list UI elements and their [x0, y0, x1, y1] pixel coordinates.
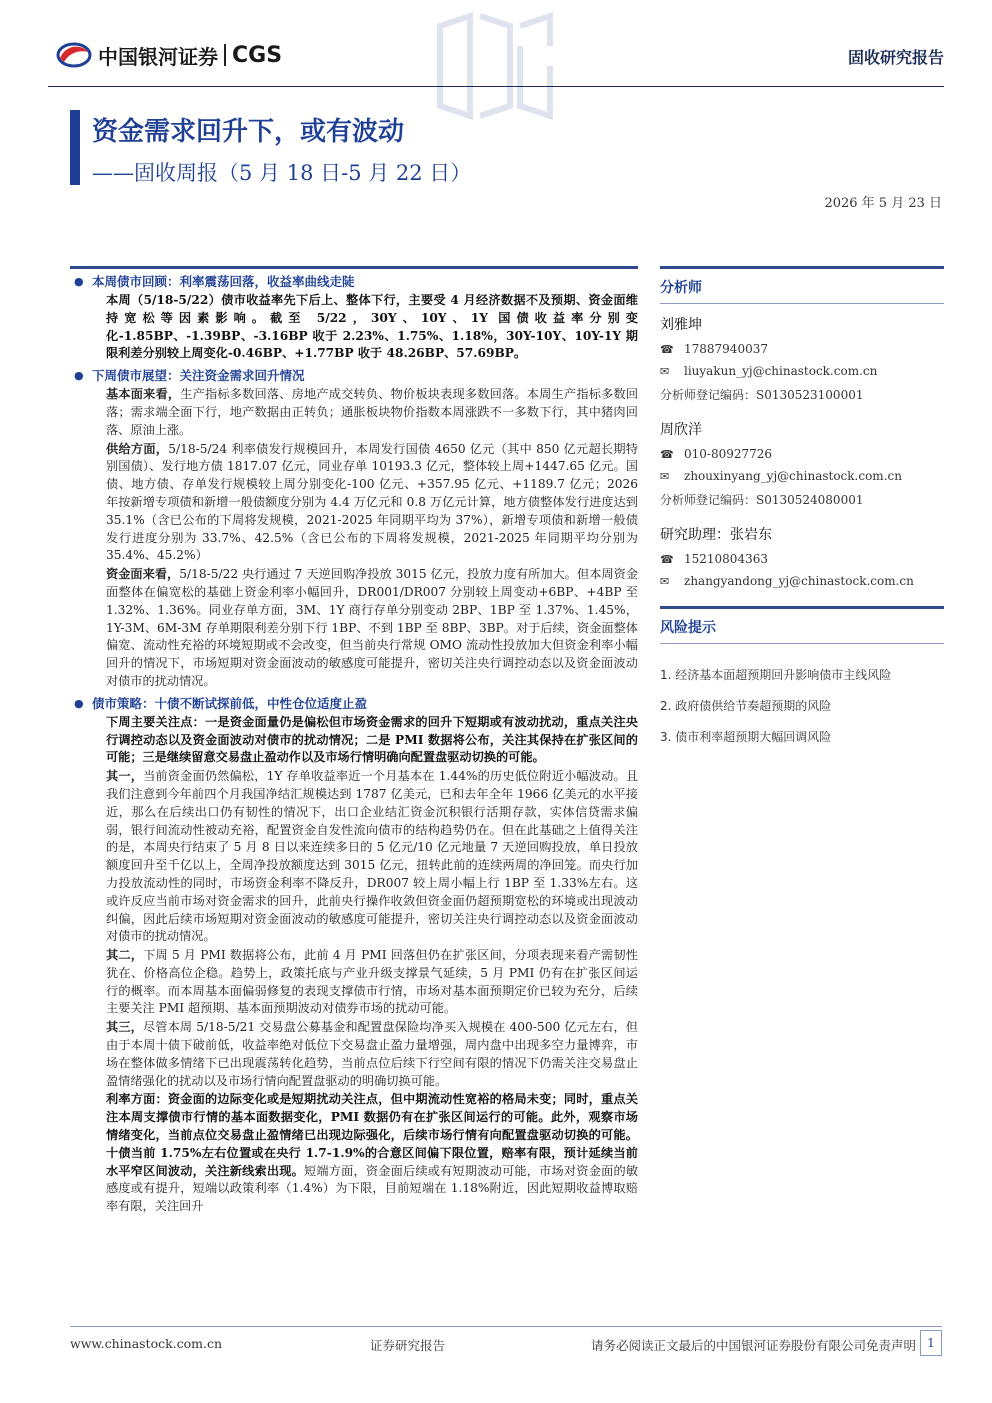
phone-value: 010-80927726 [684, 447, 773, 461]
page-number: 1 [920, 1330, 942, 1356]
email-link[interactable]: zhangyandong_yj@chinastock.com.cn [684, 574, 914, 588]
analyst-heading: 分析师 [660, 266, 944, 304]
logo-mark-icon [54, 40, 94, 70]
risk-item: 2. 政府债供给节奏超预期的风险 [660, 699, 832, 713]
paragraph-lead: 基本面来看， [106, 387, 181, 402]
paragraph-lead: 资金面来看， [106, 567, 180, 582]
paragraph [106, 1019, 638, 1090]
analyst-name: 周欣洋 [660, 422, 702, 438]
section-review [70, 273, 638, 291]
header-divider [48, 86, 944, 87]
phone-icon: ☎ [660, 447, 674, 461]
paragraph [106, 292, 638, 363]
paragraph [106, 441, 638, 566]
section-heading: 本周债市回顾：利率震荡回落，收益率曲线走陡 [92, 274, 355, 289]
paragraph-text: 短端方面，资金面后续或有短期波动可能，市场对资金面的敏感度或有提升，短端以政策利率（1.4%）为下限，目前短端在 1.18%附近，因此短期收益博取赔率有限，关注回升 [106, 1163, 639, 1214]
paragraph-bold-text: 利率方面：资金面的边际变化或是短期扰动关注点，但中期流动性宽裕的格局未变；同时，重点关注本周支撑债市行情的基本面数据变化，PMI 数据仍有在扩张区间运行的可能。此外，观察市场情绪变化，当前点位交易盘止盈情绪已出现边际强化，后续市场行情有向配置盘驱动切换的可能。十债当前 1.75%左右位置或在央行 1.7-1.9%的合意区间偏下限位置，赔率有限，预计延续当前水平窄区间波动，关注新线索出现。 [106, 1092, 638, 1178]
email-link[interactable]: zhouxinyang_yj@chinastock.com.cn [684, 469, 902, 483]
paragraph [106, 768, 638, 946]
logo-chinese-text: 中国银河证券 [98, 44, 218, 69]
footer-divider [70, 1326, 942, 1327]
risk-item: 1. 经济基本面超预期回升影响债市主线风险 [660, 668, 892, 682]
title-accent-bar [70, 110, 80, 185]
bullet-icon: ● [74, 696, 84, 710]
sidebar [660, 266, 944, 745]
section-strategy [70, 695, 638, 713]
report-type: 固收研究报告 [847, 48, 944, 67]
report-title: 资金需求回升下，或有波动 [92, 117, 405, 147]
mail-icon: ✉ [660, 364, 670, 378]
company-logo [54, 38, 324, 72]
phone-value: 15210804363 [684, 552, 768, 566]
analyst-registration: 分析师登记编码：S0130523100001 [660, 388, 864, 402]
section-outlook [70, 367, 638, 385]
analyst-registration: 分析师登记编码：S0130524080001 [660, 493, 864, 507]
footer-label: 证券研究报告 [370, 1338, 446, 1353]
analyst-email [660, 364, 944, 378]
analyst-email [660, 574, 944, 588]
main-content [70, 266, 638, 1216]
paragraph-lead: 其三， [106, 1020, 143, 1035]
phone-icon: ☎ [660, 552, 674, 566]
analyst-email [660, 469, 944, 483]
paragraph-text: 5/18-5/22 央行通过 7 天逆回购净投放 3015 亿元，投放力度有所加大。但本周资金面整体在偏宽松的基础上资金利率小幅回升，DR001/DR007 分别较上周变动+6BP、+4BP 至 1.32%、1.36%。同业存单方面，3M、1Y 商行存单分别变动 2BP、1BP 至 1.37%、1.45%，1Y-3M、6M-3M 存单期限利差分别下行 1BP、不到 1BP 至 8BP、3BP。对于后续，资金面整体偏宽、流动性充裕的环境短期或不会改变，但当前央行常规 OMO 流动性投放加大但资金利率小幅回升的情况下，市场短期对资金面波动的敏感度可能提升，密切关注央行调控动态以及资金面波动对债市的扰动情况。 [106, 567, 639, 688]
paragraph-text: 尽管本周 5/18-5/21 交易盘公募基金和配置盘保险均净买入规模在 400-500 亿元左右，但由于本周十债下破前低，收益率绝对低位下交易盘止盈力量增强，周内盘中出现多空力量博弈，市场在整体做多情绪下已出现震荡转化趋势，当前点位后续下行空间有限的情况下仍需关注交易盘止盈情绪强化的扰动以及市场行情向配置盘驱动的明确切换可能。 [106, 1020, 638, 1088]
watermark-logo-icon [430, 6, 560, 126]
report-date: 2026 年 5 月 23 日 [824, 196, 942, 211]
footer-url-link[interactable]: www.chinastock.com.cn [70, 1336, 223, 1351]
section-top-bar [70, 266, 638, 269]
paragraph-text: 5/18-5/24 利率债发行规模回升，本周发行国债 4650 亿元（其中 850 亿元超长期特别国债）、发行地方债 1817.07 亿元，同业存单 10193.3 亿元，整体较上周+1447.65 亿元。国债、地方债、存单发行规模较上周分别变化-100 亿元、+357.95 亿元、+1189.7 亿元；2026 年按新增专项债和新增一般债额度分别为 4.4 万亿元和 0.8 万亿元计算，地方债整体发行进度达到 35.1%（含已公布的下周将发规模，2021-2025 年同期平均为 37%），新增专项债和新增一般债发行进度分别为 33.7%、42.5%（含已公布的下周将发规模，2021-2025 年同期平均分别为 35.4%、45.2%） [106, 441, 638, 563]
section-heading: 下周债市展望：关注资金需求回升情况 [92, 368, 305, 384]
report-subtitle: ——固收周报（5 月 18 日-5 月 22 日） [92, 161, 472, 185]
paragraph [106, 947, 638, 1018]
paragraph-lead: 其二， [106, 948, 144, 963]
bullet-icon: ● [74, 275, 84, 288]
logo-english-text: CGS [232, 42, 283, 68]
risk-heading: 风险提示 [660, 606, 944, 644]
paragraph-lead: 供给方面， [106, 441, 169, 456]
paragraph-text: 生产指标多数回落、房地产成交转负、物价板块表现多数回落。本周生产指标多数回落；需求端全面下行，地产数据由正转负；通胀板块物价指数本周涨跌不一多数下行，其中猪肉回落、原油上涨。 [106, 387, 639, 437]
paragraph-lead: 其一， [106, 769, 144, 784]
risk-item: 3. 债市利率超预期大幅回调风险 [660, 730, 832, 744]
analyst-phone [660, 552, 944, 566]
section-heading: 债市策略：十债不断试探前低，中性仓位适度止盈 [92, 695, 368, 711]
mail-icon: ✉ [660, 574, 670, 588]
paragraph [106, 714, 638, 767]
paragraph [106, 1091, 638, 1216]
paragraph-text: 下周 5 月 PMI 数据将公布，此前 4 月 PMI 回落但仍在扩张区间，分项表现来看产需韧性犹在、价格高位企稳。趋势上，政策托底与产业升级支撑景气延续，5 月 PMI 仍有在扩张区间运行的概率。而本周基本面偏弱修复的表现支撑债市行情，市场对基本面预期定价已较为充分，后续主要关注 PMI 超预期、基本面预期波动对债券市场的扰动可能。 [106, 948, 638, 1016]
assistant-name: 研究助理：张岩东 [660, 527, 772, 543]
phone-value: 17887940037 [684, 342, 768, 356]
paragraph [106, 566, 638, 691]
mail-icon: ✉ [660, 469, 670, 483]
paragraph-text: 当前资金面仍然偏松，1Y 存单收益率近一个月基本在 1.44%的历史低位附近小幅波动。且我们注意到今年前四个月我国净结汇规模达到 1787 亿美元，已和去年全年 1966 亿美元的水平接近，那么在后续出口仍有韧性的情况下，出口企业结汇资金沉积银行活期存款，实体信贷需求偏弱，银行间流动性被动充裕，配置资金自发性流向债市的结构趋势仍在。但在此基础之上值得关注的是，本周央行结束了 5 月 8 日以来连续多日的 5 亿元/10 亿元地量 7 天逆回购投放，单日投放额度回升至千亿以上，全周净投放额度达到 3015 亿元，扭转此前的连续两周的净回笼。而央行加力投放流动性的同时，市场资金利率不降反升，DR007 较上周小幅上行 1BP 至 1.33%左右。这或许反应当前市场对资金需求的回升，此前央行操作收敛但资金面仍超预期宽松的环境或出现波动纠偏，因此后续市场短期对资金面波动的敏感度可能提升，密切关注央行调控动态以及资金面波动对债市的扰动情况。 [106, 769, 639, 944]
paragraph-bold-text: 下周主要关注点：一是资金面量仍是偏松但市场资金需求的回升下短期或有波动扰动，重点关注央行调控动态以及资金面波动对债市的扰动情况；二是 PMI 数据将公布，关注其保持在扩张区间的可能；三是继续留意交易盘止盈动作以及市场行情明确向配置盘驱动切换的可能。 [106, 714, 638, 765]
email-link[interactable]: liuyakun_yj@chinastock.com.cn [684, 364, 878, 378]
analyst-name: 刘雅坤 [660, 317, 702, 333]
paragraph-bold-text: 本周（5/18-5/22）债市收益率先下后上、整体下行，主要受 4 月经济数据不及预期、资金面维持宽松等因素影响。截至 5/22，30Y、10Y、1Y 国债收益率分别变化-1.85BP、-1.39BP、-3.16BP 收于 2.23%、1.75%、1.18%，30Y-10Y、10Y-1Y 期限利差分别较上周变化-0.46BP、+1.77BP 收于 48.26BP、57.69BP。 [106, 293, 638, 361]
phone-icon: ☎ [660, 342, 674, 356]
analyst-phone [660, 342, 944, 356]
bullet-icon: ● [74, 369, 84, 383]
footer-disclaimer: 请务必阅读正文最后的中国银河证券股份有限公司免责声明 [590, 1338, 916, 1353]
paragraph [106, 386, 638, 439]
analyst-phone [660, 447, 944, 461]
logo-separator [224, 44, 226, 66]
